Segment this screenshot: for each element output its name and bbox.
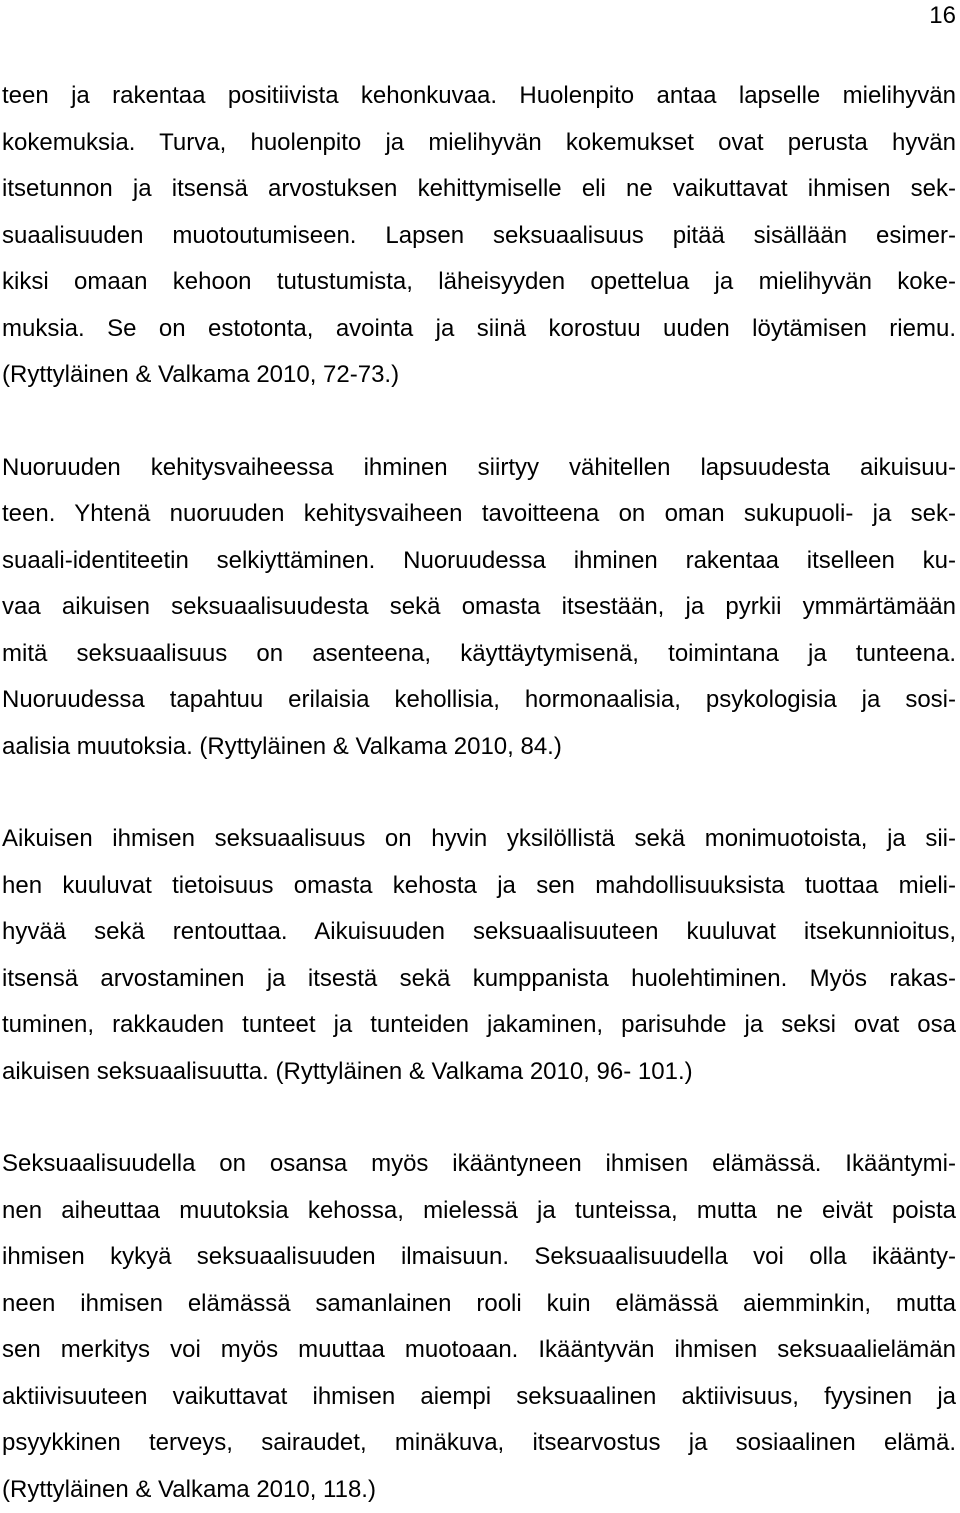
document-body: [2, 73, 956, 1513]
text-line: vaa aikuisen seksuaalisuudesta sekä omasta itsestään, ja pyrkii ymmärtämään: [2, 584, 956, 631]
text-line: hen kuuluvat tietoisuus omasta kehosta ja sen mahdollisuuksista tuottaa mieli-: [2, 863, 956, 910]
text-line: kiksi omaan kehoon tutustumista, läheisyyden opettelua ja mielihyvän koke-: [2, 259, 956, 306]
text-line: kokemuksia. Turva, huolenpito ja mielihyvän kokemukset ovat perusta hyvän: [2, 120, 956, 167]
text-line: muksia. Se on estotonta, avointa ja siinä korostuu uuden löytämisen riemu.: [2, 306, 956, 353]
paragraph-spacing: [2, 770, 956, 816]
paragraph-spacing: [2, 399, 956, 445]
text-line: hyvää sekä rentouttaa. Aikuisuuden seksuaalisuuteen kuuluvat itsekunnioitus,: [2, 909, 956, 956]
page-number: 16: [929, 2, 956, 30]
text-line: Seksuaalisuudella on osansa myös ikääntyneen ihmisen elämässä. Ikääntymi-: [2, 1141, 956, 1188]
text-line: aktiivisuuteen vaikuttavat ihmisen aiempi seksuaalinen aktiivisuus, fyysinen ja: [2, 1374, 956, 1421]
paragraph-youth: [2, 445, 956, 771]
text-line: neen ihmisen elämässä samanlainen rooli kuin elämässä aiemminkin, mutta: [2, 1281, 956, 1328]
text-line: (Ryttyläinen & Valkama 2010, 72-73.): [2, 352, 956, 399]
text-line: suaali-identiteetin selkiyttäminen. Nuoruudessa ihminen rakentaa itselleen ku-: [2, 538, 956, 585]
paragraph-childhood: [2, 73, 956, 399]
text-line: aalisia muutoksia. (Ryttyläinen & Valkama 2010, 84.): [2, 724, 956, 771]
text-line: ihmisen kykyä seksuaalisuuden ilmaisuun. Seksuaalisuudella voi olla ikäänty-: [2, 1234, 956, 1281]
text-line: sen merkitys voi myös muuttaa muotoaan. Ikääntyvän ihmisen seksuaalielämän: [2, 1327, 956, 1374]
text-line: teen ja rakentaa positiivista kehonkuvaa. Huolenpito antaa lapselle mielihyvän: [2, 73, 956, 120]
text-line: suaalisuuden muotoutumiseen. Lapsen seksuaalisuus pitää sisällään esimer-: [2, 213, 956, 260]
text-line: (Ryttyläinen & Valkama 2010, 118.): [2, 1467, 956, 1513]
paragraph-elderly: [2, 1141, 956, 1513]
paragraph-spacing: [2, 1095, 956, 1141]
text-line: Aikuisen ihmisen seksuaalisuus on hyvin yksilöllistä sekä monimuotoista, ja sii-: [2, 816, 956, 863]
text-line: psyykkinen terveys, sairaudet, minäkuva, itsearvostus ja sosiaalinen elämä.: [2, 1420, 956, 1467]
text-line: aikuisen seksuaalisuutta. (Ryttyläinen & Valkama 2010, 96- 101.): [2, 1049, 956, 1096]
text-line: teen. Yhtenä nuoruuden kehitysvaiheen tavoitteena on oman sukupuoli- ja sek-: [2, 491, 956, 538]
paragraph-adulthood: [2, 816, 956, 1095]
text-line: mitä seksuaalisuus on asenteena, käyttäytymisenä, toimintana ja tunteena.: [2, 631, 956, 678]
text-line: Nuoruuden kehitysvaiheessa ihminen siirtyy vähitellen lapsuudesta aikuisuu-: [2, 445, 956, 492]
text-line: nen aiheuttaa muutoksia kehossa, mielessä ja tunteissa, mutta ne eivät poista: [2, 1188, 956, 1235]
text-line: tuminen, rakkauden tunteet ja tunteiden jakaminen, parisuhde ja seksi ovat osa: [2, 1002, 956, 1049]
text-line: itsensä arvostaminen ja itsestä sekä kumppanista huolehtiminen. Myös rakas-: [2, 956, 956, 1003]
text-line: Nuoruudessa tapahtuu erilaisia kehollisia, hormonaalisia, psykologisia ja sosi-: [2, 677, 956, 724]
text-line: itsetunnon ja itsensä arvostuksen kehittymiselle eli ne vaikuttavat ihmisen sek-: [2, 166, 956, 213]
